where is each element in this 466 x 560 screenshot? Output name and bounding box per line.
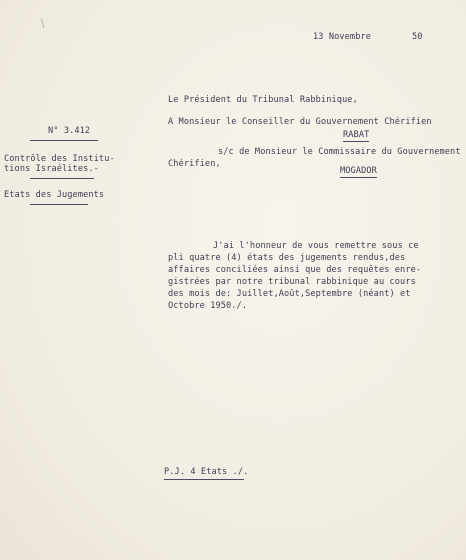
via-city: MOGADOR [340, 166, 377, 176]
body-line: pli quatre (4) états des jugements rendus,des [168, 253, 406, 263]
body-line: Octobre 1950./. [168, 301, 248, 311]
date-year: 50 [412, 32, 423, 42]
body-line: gistrées par notre tribunal rabbinique au cours [168, 277, 416, 287]
enclosure-rule [164, 479, 244, 480]
service-line-2: tions Israélites.- [4, 164, 99, 174]
date-day-month: 13 Novembre [313, 32, 372, 42]
enclosure-line: P.J. 4 Etats ./. [164, 467, 249, 477]
recipient-city: RABAT [343, 130, 370, 140]
sender-line: Le Président du Tribunal Rabbinique, [168, 95, 358, 105]
recipient-line: A Monsieur le Conseiller du Gouvernement Chérifien [168, 117, 432, 127]
paper-mark [41, 18, 46, 28]
subject-line: Etats des Jugements [4, 190, 105, 200]
via-line-1: s/c de Monsieur le Commissaire du Gouvernement [218, 147, 461, 157]
reference-number: N° 3.412 [48, 126, 91, 136]
body-line: des mois de: Juillet,Août,Septembre (néant) et [168, 289, 411, 299]
body-line: affaires conciliées ainsi que des requêtes enre- [168, 265, 422, 275]
via-line-2: Chérifien, [168, 159, 221, 169]
reference-rule [30, 140, 98, 141]
service-rule [30, 178, 94, 179]
body-line: J'ai l'honneur de vous remettre sous ce [213, 241, 419, 251]
subject-rule [30, 204, 88, 205]
service-line-1: Contrôle des Institu- [4, 154, 115, 164]
